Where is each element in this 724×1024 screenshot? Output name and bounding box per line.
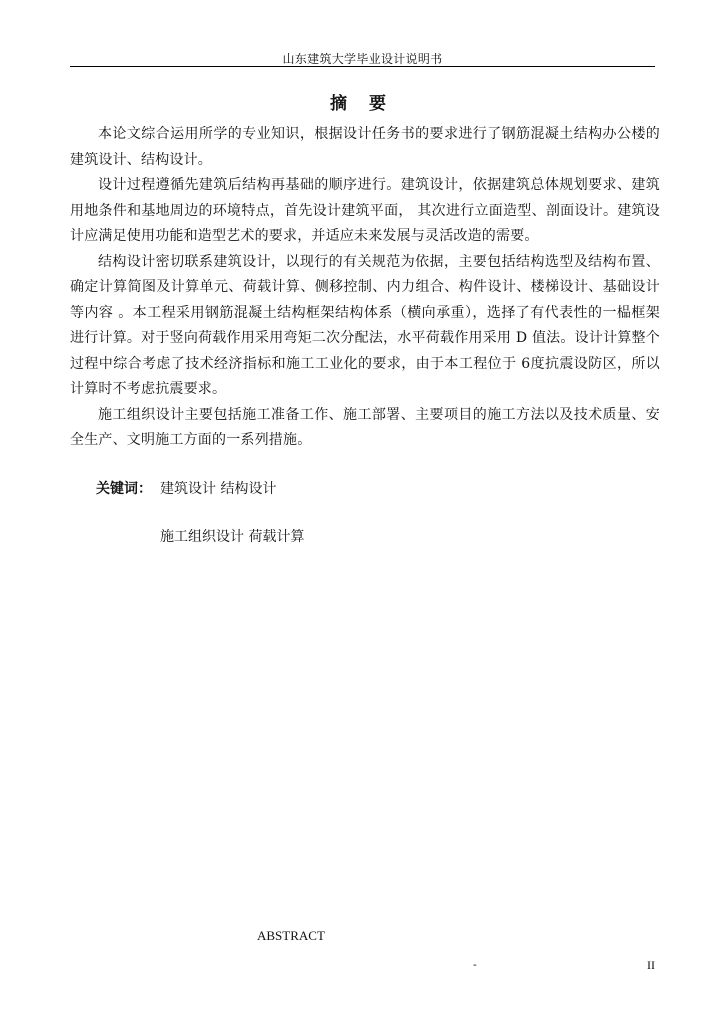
keywords-values-2: 施工组织设计 荷载计算 xyxy=(160,529,305,545)
english-abstract-heading: ABSTRACT xyxy=(257,928,325,943)
keywords-line-1 xyxy=(96,479,276,499)
keywords-label: 关键词： xyxy=(96,481,152,497)
paragraph-construction: 施工组织设计主要包括施工准备工作、施工部署、主要项目的施工方法以及技术质量、安全生产、文明施工方面的一系列措施。 xyxy=(70,406,660,448)
running-header: 山东建筑大学毕业设计说明书 xyxy=(282,52,443,66)
keywords-values-1: 建筑设计 结构设计 xyxy=(160,481,277,497)
paragraph-overview: 本论文综合运用所学的专业知识，根据设计任务书的要求进行了钢筋混凝土结构办公楼的建筑设计、结构设计。 xyxy=(70,126,660,168)
paragraph-structure: 结构设计密切联系建筑设计，以现行的有关规范为依据，主要包括结构选型及结构布置、确定计算简图及计算单元、荷载计算、侧移控制、内力组合、构件设计、楼梯设计、基础设计等内容 。本工程采用钢筋混凝土结构框架结构体系（横向承重），选择了有代表性的一榀框架进行计算。对于竖向荷载作用采用弯矩二次分配法，水平荷载作用采用 D 值法。设计计算整个过程中综合考虑了技术经济指标和施工工业化的要求，由于本工程位于 6度抗震设防区，所以计算时不考虑抗震要求。 xyxy=(70,253,660,397)
footer-dash: - xyxy=(473,958,477,971)
page-number: II xyxy=(647,958,655,972)
abstract-title: 摘 要 xyxy=(330,94,394,114)
paragraph-architecture: 设计过程遵循先建筑后结构再基础的顺序进行。建筑设计，依据建筑总体规划要求、建筑用地条件和基地周边的环境特点，首先设计建筑平面， 其次进行立面造型、剖面设计。建筑设计应满足使用功能和造型艺术的要求，并适应未来发展与灵活改造的需要。 xyxy=(70,177,660,244)
abstract-body xyxy=(70,122,660,454)
header-rule xyxy=(70,66,655,67)
